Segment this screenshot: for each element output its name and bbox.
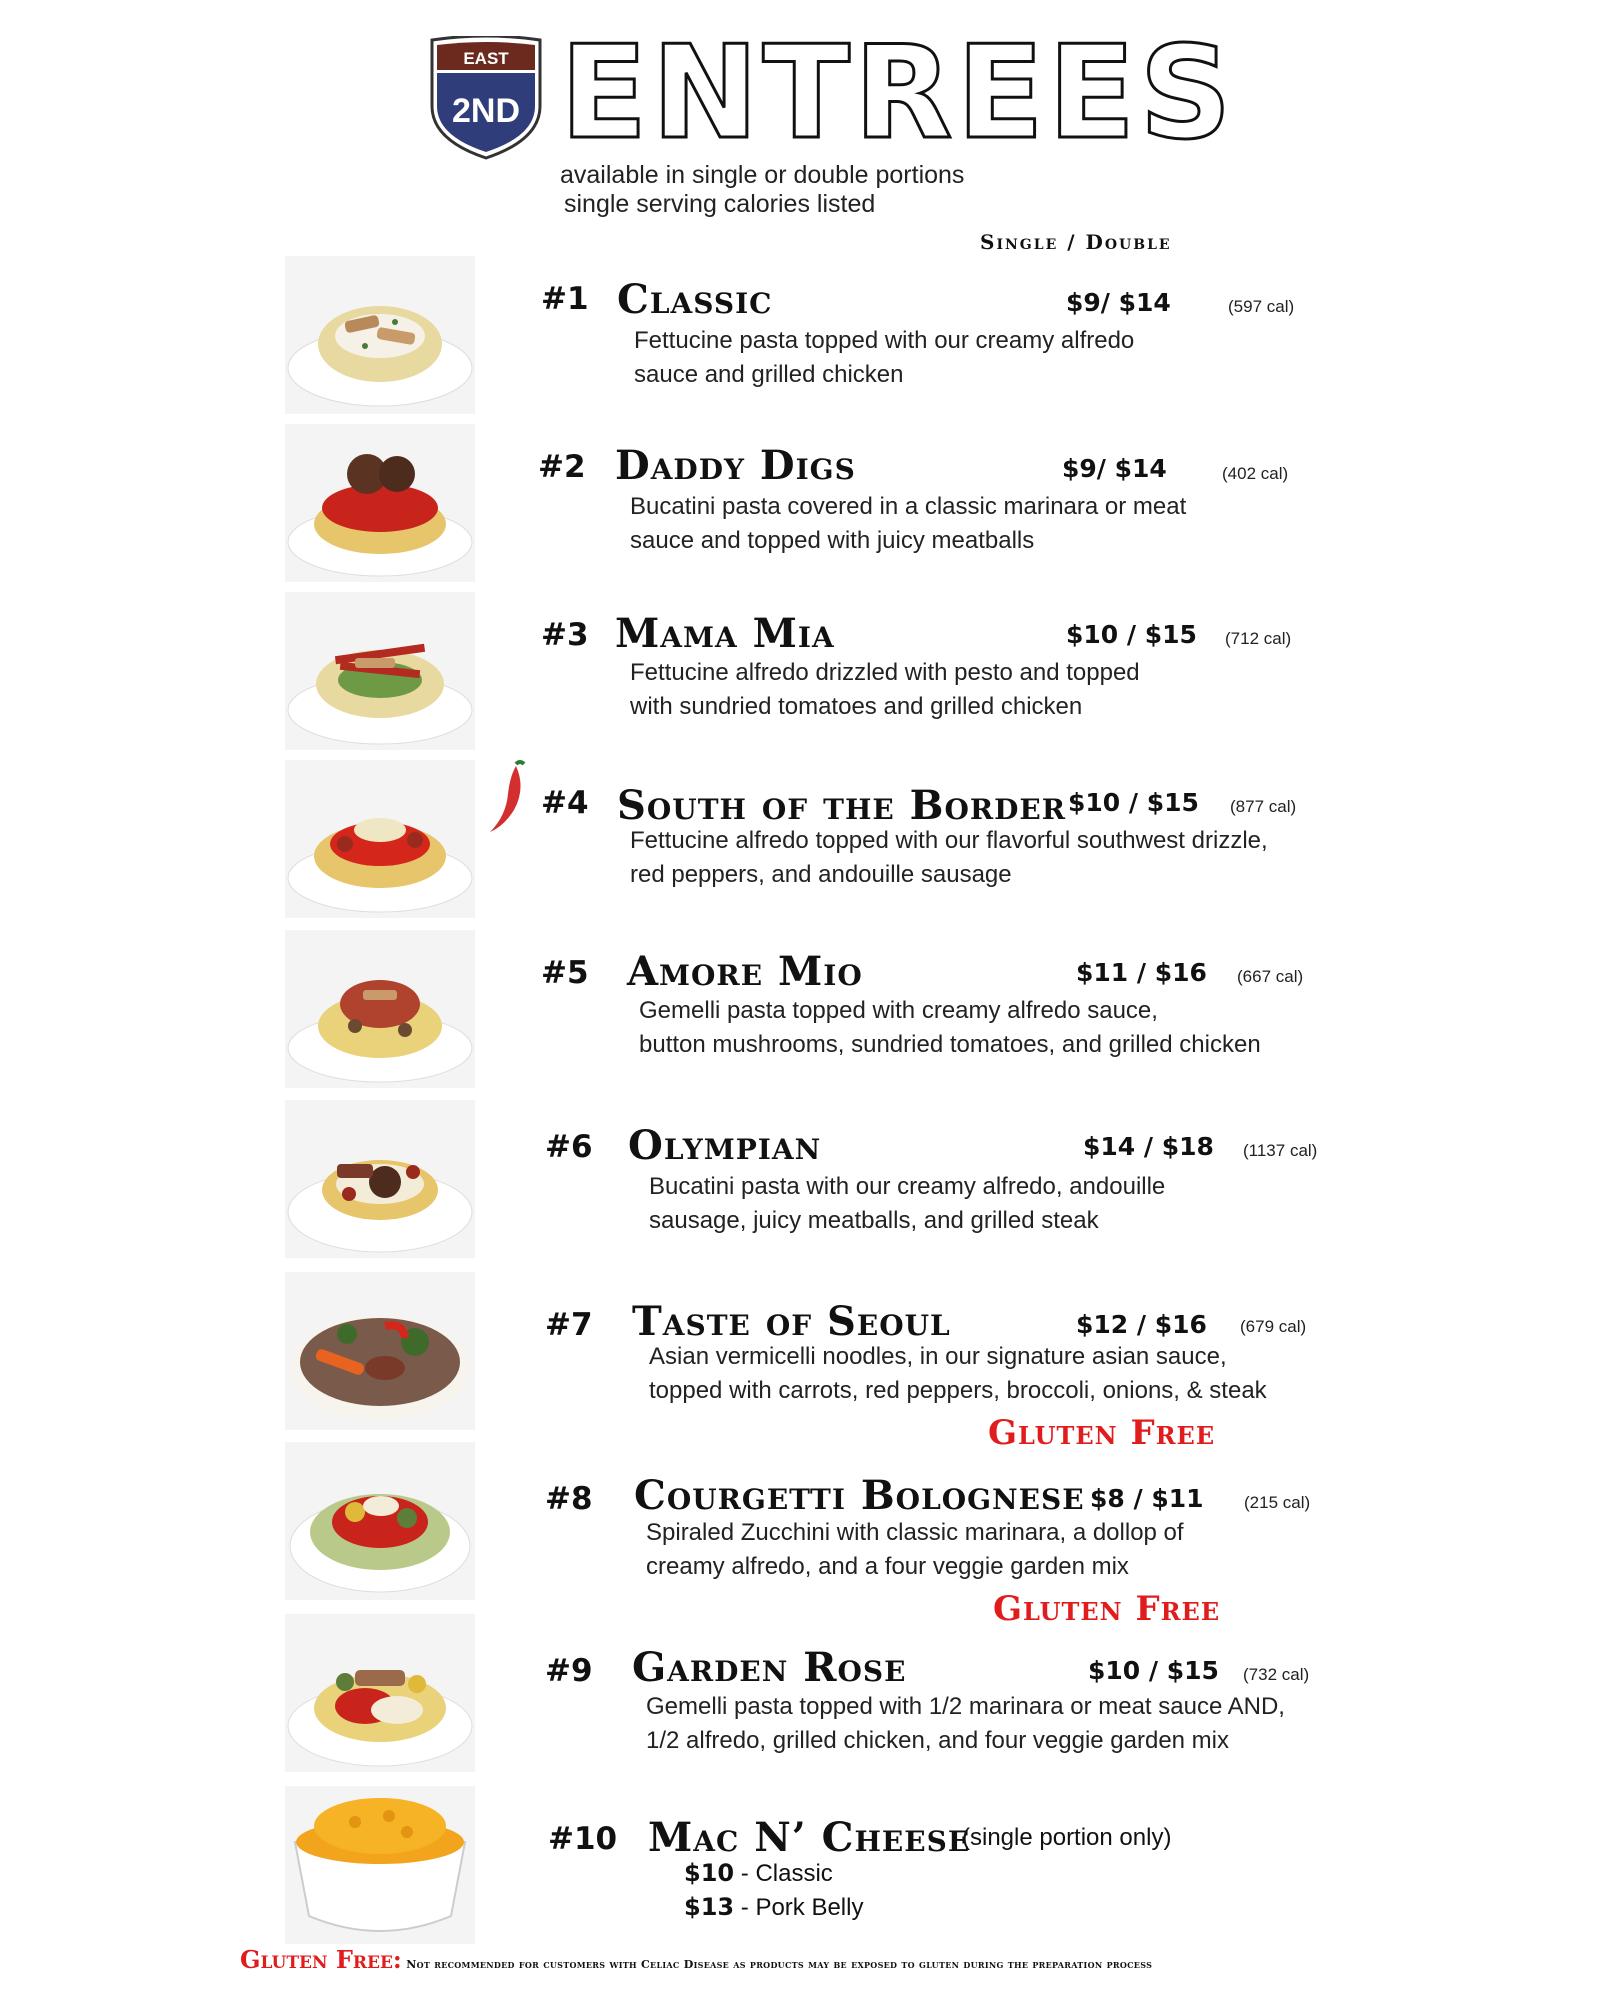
item-description-line: Asian vermicelli noodles, in our signature asian sauce, xyxy=(649,1343,1227,1370)
item-name: Mama Mia xyxy=(615,610,835,657)
shield-icon xyxy=(428,36,544,160)
spicy-indicator xyxy=(486,758,530,836)
logo-top-text: EAST xyxy=(463,49,509,68)
item-number: #8 xyxy=(545,1481,593,1517)
chili-pepper-icon xyxy=(486,758,530,836)
dish-photo-daddy-digs xyxy=(285,424,475,582)
item-name: South of the Border xyxy=(617,782,1067,829)
dish-photo-south-of-the-border xyxy=(285,760,475,918)
item-number: #9 xyxy=(545,1653,593,1689)
dish-photo-mama-mia xyxy=(285,592,475,750)
item-description-line: Fettucine pasta topped with our creamy alfredo xyxy=(634,327,1135,354)
item-price: $9/ $14 xyxy=(1066,288,1171,317)
item-price: $11 / $16 xyxy=(1076,958,1207,987)
pasta-plate-icon xyxy=(285,930,475,1088)
item-calories: (712 cal) xyxy=(1225,629,1292,648)
item-description-line: button mushrooms, sundried tomatoes, and grilled chicken xyxy=(639,1031,1261,1058)
item-name: Amore Mio xyxy=(627,948,863,995)
logo-main-text: 2ND xyxy=(451,92,521,130)
item-description-line: with sundried tomatoes and grilled chicken xyxy=(630,693,1083,720)
item-description-line: topped with carrots, red peppers, broccoli, onions, & steak xyxy=(649,1377,1267,1404)
dish-photo-taste-of-seoul xyxy=(285,1272,475,1430)
portion-note: (single portion only) xyxy=(962,1824,1172,1851)
pasta-plate-icon xyxy=(285,424,475,582)
dish-photo-mac-n-cheese xyxy=(285,1786,475,1944)
mac-option-pork-belly xyxy=(684,1890,863,1928)
mac-option-classic xyxy=(684,1856,833,1894)
item-number: #7 xyxy=(545,1307,593,1343)
item-calories: (877 cal) xyxy=(1230,797,1297,816)
item-description-line: Gemelli pasta topped with creamy alfredo sauce, xyxy=(639,997,1158,1024)
item-calories: (732 cal) xyxy=(1243,1665,1310,1684)
item-number: #3 xyxy=(541,617,589,653)
item-number: #4 xyxy=(541,785,589,821)
item-name: Mac N’ Cheese xyxy=(648,1814,971,1861)
portion-label: Single / Double xyxy=(980,230,1172,254)
item-calories: (667 cal) xyxy=(1237,967,1304,986)
item-price: $14 / $18 xyxy=(1083,1132,1214,1161)
option-label: - Classic xyxy=(734,1860,833,1887)
gluten-free-disclaimer xyxy=(240,1945,1153,1974)
item-calories: (402 cal) xyxy=(1222,464,1289,483)
item-calories: (679 cal) xyxy=(1240,1317,1307,1336)
item-price: $8 / $11 xyxy=(1090,1484,1204,1513)
gluten-free-badge: Gluten Free xyxy=(988,1413,1216,1453)
item-description-line: red peppers, and andouille sausage xyxy=(630,861,1012,888)
item-number: #1 xyxy=(541,281,589,317)
item-description-line: sauce and grilled chicken xyxy=(634,361,904,388)
dish-photo-courgetti-bolognese xyxy=(285,1442,475,1600)
option-label: - Pork Belly xyxy=(734,1894,864,1921)
option-price: $10 xyxy=(684,1859,735,1887)
mac-bowl-icon xyxy=(285,1786,475,1944)
pasta-plate-icon xyxy=(285,1100,475,1258)
item-number: #5 xyxy=(541,955,589,991)
item-name: Classic xyxy=(617,276,773,323)
pasta-plate-icon xyxy=(285,256,475,414)
gluten-free-badge: Gluten Free xyxy=(993,1589,1221,1629)
pasta-plate-icon xyxy=(285,760,475,918)
noodle-plate-icon xyxy=(285,1272,475,1430)
interstate-shield-logo xyxy=(428,36,544,160)
dish-photo-garden-rose xyxy=(285,1614,475,1772)
zucchini-plate-icon xyxy=(285,1442,475,1600)
pasta-plate-icon xyxy=(285,592,475,750)
dish-photo-classic xyxy=(285,256,475,414)
pasta-plate-icon xyxy=(285,1614,475,1772)
item-calories: (215 cal) xyxy=(1244,1493,1311,1512)
item-calories: (597 cal) xyxy=(1228,297,1295,316)
item-name: Taste of Seoul xyxy=(632,1298,951,1345)
item-price: $10 / $15 xyxy=(1068,788,1199,817)
item-price: $10 / $15 xyxy=(1088,1656,1219,1685)
item-description-line: Fettucine alfredo topped with our flavorful southwest drizzle, xyxy=(630,827,1268,854)
page-title: ENTREES xyxy=(560,19,1236,168)
subtitle-calories: single serving calories listed xyxy=(564,190,876,218)
item-description-line: sauce and topped with juicy meatballs xyxy=(630,527,1035,554)
item-description-line: Bucatini pasta with our creamy alfredo, andouille xyxy=(649,1173,1166,1200)
item-name: Olympian xyxy=(628,1122,822,1169)
item-number: #2 xyxy=(538,449,586,485)
item-price: $12 / $16 xyxy=(1076,1310,1207,1339)
item-name: Courgetti Bolognese xyxy=(634,1472,1085,1519)
item-description-line: Spiraled Zucchini with classic marinara, a dollop of xyxy=(646,1519,1184,1546)
item-number: #10 xyxy=(548,1821,618,1857)
subtitle-portions: available in single or double portions xyxy=(560,161,965,189)
item-name: Daddy Digs xyxy=(615,442,856,489)
disclaimer-label: Gluten Free: xyxy=(240,1945,402,1974)
item-description-line: creamy alfredo, and a four veggie garden mix xyxy=(646,1553,1129,1580)
item-name: Garden Rose xyxy=(632,1644,907,1691)
item-description-line: Bucatini pasta covered in a classic marinara or meat xyxy=(630,493,1187,520)
item-calories: (1137 cal) xyxy=(1243,1141,1318,1160)
item-description-line: Fettucine alfredo drizzled with pesto and topped xyxy=(630,659,1140,686)
item-description-line: 1/2 alfredo, grilled chicken, and four veggie garden mix xyxy=(646,1727,1230,1754)
item-price: $9/ $14 xyxy=(1062,454,1167,483)
disclaimer-text: Not recommended for customers with Celiac Disease as products may be exposed to gluten during the preparation process xyxy=(406,1958,1153,1971)
dish-photo-olympian xyxy=(285,1100,475,1258)
item-description-line: Gemelli pasta topped with 1/2 marinara or meat sauce AND, xyxy=(646,1693,1285,1720)
item-description-line: sausage, juicy meatballs, and grilled steak xyxy=(649,1207,1099,1234)
option-price: $13 xyxy=(684,1893,735,1921)
item-price: $10 / $15 xyxy=(1066,620,1197,649)
dish-photo-amore-mio xyxy=(285,930,475,1088)
item-number: #6 xyxy=(545,1129,593,1165)
